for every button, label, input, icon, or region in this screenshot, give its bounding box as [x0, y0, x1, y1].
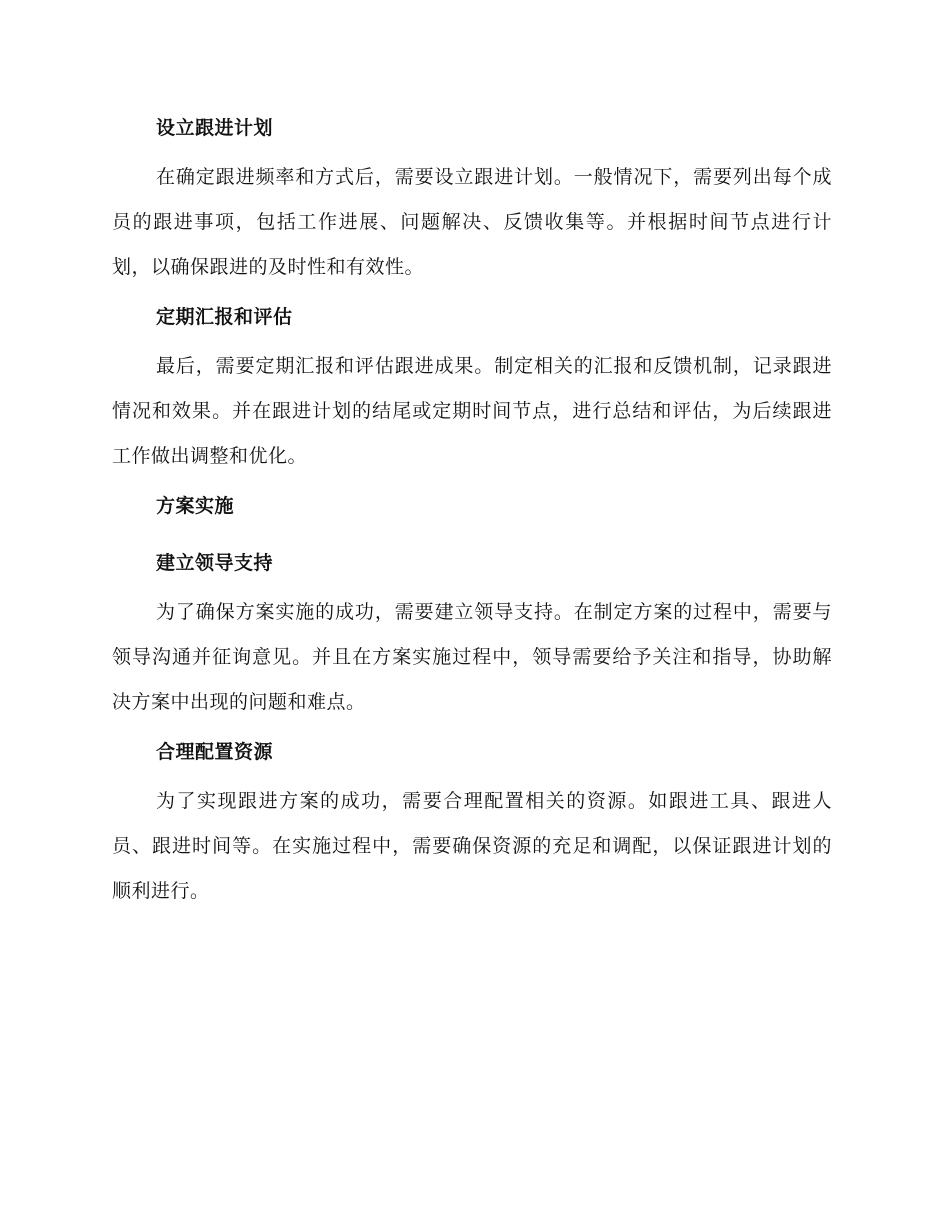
section-heading-follow-up-plan: 设立跟进计划: [156, 117, 274, 139]
paragraph-reporting-evaluation: 最后，需要定期汇报和评估跟进成果。制定相关的汇报和反馈机制，记录跟进情况和效果。并在跟进计划的结尾或定期时间节点，进行总结和评估，为后续跟进工作做出调整和优化。: [112, 355, 832, 467]
section-heading-leadership-support: 建立领导支持: [156, 552, 274, 574]
paragraph-follow-up-plan: 在确定跟进频率和方式后，需要设立跟进计划。一般情况下，需要列出每个成员的跟进事项，包括工作进展、问题解决、反馈收集等。并根据时间节点进行计划，以确保跟进的及时性和有效性。: [112, 166, 832, 278]
section-heading-reporting-evaluation: 定期汇报和评估: [156, 306, 293, 328]
paragraph-resource-allocation: 为了实现跟进方案的成功，需要合理配置相关的资源。如跟进工具、跟进人员、跟进时间等。在实施过程中，需要确保资源的充足和调配，以保证跟进计划的顺利进行。: [112, 790, 832, 902]
paragraph-leadership-support: 为了确保方案实施的成功，需要建立领导支持。在制定方案的过程中，需要与领导沟通并征询意见。并且在方案实施过程中，领导需要给予关注和指导，协助解决方案中出现的问题和难点。: [112, 601, 832, 713]
section-heading-resource-allocation: 合理配置资源: [156, 741, 274, 763]
section-heading-implementation: 方案实施: [156, 495, 235, 517]
document-body: [112, 112, 832, 914]
